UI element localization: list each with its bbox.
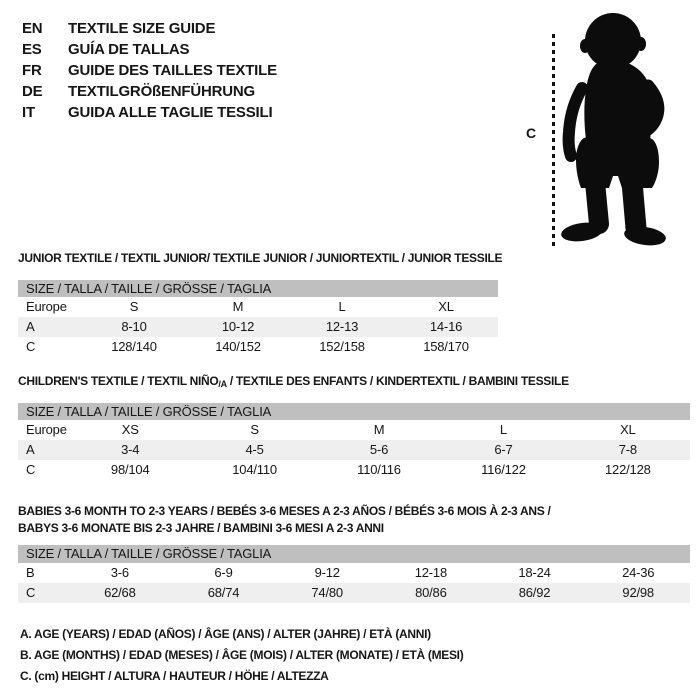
row-label: C — [26, 339, 36, 354]
language-row-en — [22, 18, 277, 39]
size-cell: M — [232, 299, 244, 314]
size-cell: 62/68 — [104, 585, 136, 600]
size-cell: 7-8 — [618, 442, 637, 457]
children-title-post: / TEXTILE DES ENFANTS / KINDERTEXTIL / BAMBINI TESSILE — [226, 374, 569, 388]
size-cell: 8-10 — [121, 319, 147, 334]
table-row-age — [18, 440, 690, 460]
language-code: IT — [22, 104, 35, 121]
row-label: Europe — [26, 422, 67, 437]
language-label: GUIDA ALLE TAGLIE TESSILI — [68, 104, 273, 121]
children-title-sub: /A — [218, 379, 227, 389]
footnote-line-b: B. AGE (MONTHS) / EDAD (MESES) / ÂGE (MOIS) / ALTER (MONATE) / ETÀ (MESI) — [20, 648, 464, 662]
table-row-height — [18, 583, 690, 603]
row-label: C — [26, 462, 36, 477]
height-label-c: C — [526, 125, 536, 141]
language-label: GUÍA DE TALLAS — [68, 41, 190, 58]
language-label: TEXTILE SIZE GUIDE — [68, 20, 216, 37]
size-cell: 92/98 — [622, 585, 654, 600]
footnote-line-c: C. (cm) HEIGHT / ALTURA / HAUTEUR / HÖHE / ALTEZZA — [20, 669, 329, 683]
babies-title-line2: BABYS 3-6 MONATE BIS 2-3 JAHRE / BAMBINI 3-6 MESI A 2-3 ANNI — [18, 521, 384, 535]
size-cell: 116/122 — [481, 462, 526, 477]
size-cell: 6-7 — [494, 442, 513, 457]
size-cell: 3-6 — [110, 565, 129, 580]
size-cell: 24-36 — [622, 565, 655, 580]
language-row-fr — [22, 60, 277, 81]
language-row-it — [22, 102, 277, 123]
size-cell: 68/74 — [207, 585, 240, 600]
size-cell: 152/158 — [319, 339, 365, 354]
babies-title-line1: BABIES 3-6 MONTH TO 2-3 YEARS / BEBÉS 3-6 MESES A 2-3 AÑOS / BÉBÉS 3-6 MOIS À 2-3 ANS / — [18, 504, 551, 518]
size-cell: XL — [620, 422, 636, 437]
row-label: C — [26, 585, 36, 600]
babies-table-title — [18, 503, 578, 537]
junior-table-title: JUNIOR TEXTILE / TEXTIL JUNIOR/ TEXTILE JUNIOR / JUNIORTEXTIL / JUNIOR TESSILE — [18, 251, 503, 265]
table-row-height — [18, 460, 690, 480]
size-cell: 9-12 — [314, 565, 340, 580]
table-row-months — [18, 563, 690, 583]
size-cell: 122/128 — [605, 462, 651, 477]
language-row-de — [22, 81, 277, 102]
row-label: A — [26, 442, 35, 457]
table-row-age — [18, 317, 498, 337]
size-cell: M — [373, 422, 385, 437]
language-code: FR — [22, 62, 42, 79]
language-label: TEXTILGRÖßENFÜHRUNG — [68, 83, 256, 100]
language-code: DE — [22, 83, 43, 100]
size-cell: 18-24 — [518, 565, 551, 580]
language-list — [22, 18, 277, 123]
size-cell: 158/170 — [423, 339, 469, 354]
size-cell: 12-18 — [414, 565, 447, 580]
children-title-pre: CHILDREN'S TEXTILE / TEXTIL NIÑO — [18, 374, 219, 388]
size-cell: 3-4 — [121, 442, 140, 457]
size-cell: L — [338, 299, 346, 314]
language-row-es — [22, 39, 277, 60]
footnote-line-a: A. AGE (YEARS) / EDAD (AÑOS) / ÂGE (ANS) / ALTER (JAHRE) / ETÀ (ANNI) — [20, 627, 431, 641]
row-label: B — [26, 565, 35, 580]
children-table-title — [18, 374, 569, 389]
size-cell: XL — [438, 299, 454, 314]
size-cell: S — [250, 422, 259, 437]
row-label: Europe — [26, 299, 67, 314]
table-row-height — [18, 337, 498, 357]
size-header-bar: SIZE / TALLA / TAILLE / GRÖSSE / TAGLIA — [18, 403, 690, 420]
height-dashed-line — [552, 34, 555, 246]
footnote-legend — [20, 624, 463, 687]
size-cell: 98/104 — [110, 462, 150, 477]
size-cell: 74/80 — [311, 585, 343, 600]
language-label: GUIDE DES TAILLES TEXTILE — [68, 62, 277, 79]
size-cell: 86/92 — [518, 585, 551, 600]
children-size-table — [18, 403, 690, 480]
language-code: ES — [22, 41, 42, 58]
size-header-bar: SIZE / TALLA / TAILLE / GRÖSSE / TAGLIA — [18, 280, 498, 297]
size-header-bar: SIZE / TALLA / TAILLE / GRÖSSE / TAGLIA — [18, 545, 690, 563]
size-cell: 14-16 — [429, 319, 463, 334]
size-cell: 10-12 — [221, 319, 255, 334]
size-cell: 80/86 — [415, 585, 447, 600]
language-code: EN — [22, 20, 43, 37]
size-cell: L — [499, 422, 507, 437]
size-cell: S — [129, 299, 139, 314]
size-cell: 104/110 — [232, 462, 277, 477]
size-cell: 140/152 — [215, 339, 261, 354]
table-row-europe — [18, 297, 498, 317]
size-cell: 128/140 — [111, 339, 157, 354]
child-silhouette-icon — [556, 10, 680, 250]
size-cell: 12-13 — [325, 319, 359, 334]
size-cell: 110/116 — [357, 462, 401, 477]
babies-size-table — [18, 545, 690, 603]
junior-size-table — [18, 280, 498, 357]
size-cell: 4-5 — [245, 442, 264, 457]
table-row-europe — [18, 420, 690, 440]
size-cell: 6-9 — [214, 565, 233, 580]
row-label: A — [26, 319, 35, 334]
size-cell: 5-6 — [369, 442, 389, 457]
size-cell: XS — [121, 422, 139, 437]
